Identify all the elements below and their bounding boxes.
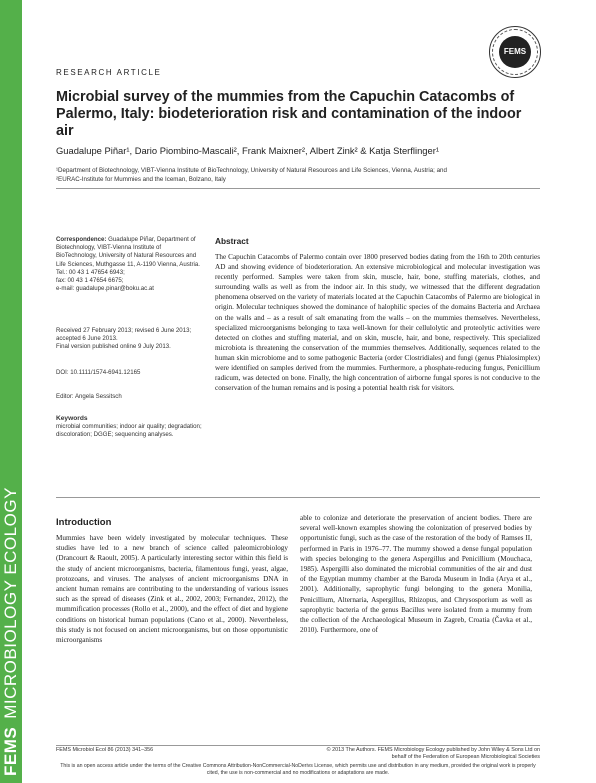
affiliations xyxy=(56,166,536,184)
copyright: © 2013 The Authors. FEMS Microbiology Ecology published by John Wiley & Sons Ltd on behalf of the Federation of European Microbiological Societies xyxy=(326,747,540,760)
history-block xyxy=(56,327,202,352)
divider xyxy=(56,497,540,498)
article-title: Microbial survey of the mummies from the Capuchin Catacombs of Palermo, Italy: biodeterioration risk and contamination of the indoor air xyxy=(56,89,522,139)
introduction-heading: Introduction xyxy=(56,517,112,528)
affiliation-1: ¹Department of Biotechnology, VIBT-Vienna Institute of BioTechnology, University of Natural Resources and Life Sciences, Vienna, Austria; and xyxy=(56,167,447,174)
author-list: Guadalupe Piñar¹, Dario Piombino-Mascali², Frank Maixner², Albert Zink² & Katja Sterflinger¹ xyxy=(56,145,439,156)
final-version: Final version published online 9 July 2013. xyxy=(56,343,171,351)
received-dates: Received 27 February 2013; revised 6 June 2013; accepted 6 June 2013. xyxy=(56,327,192,343)
affiliation-2: ²EURAC-Institute for Mummies and the Iceman, Bolzano, Italy xyxy=(56,176,226,183)
brand: FEMS xyxy=(1,726,20,776)
fax: fax: 00 43 1 47654 6675; xyxy=(56,277,124,285)
keywords-block xyxy=(56,415,202,440)
keywords: microbial communities; indoor air quality; degradation; discoloration; DGGE; sequencing analyses. xyxy=(56,423,202,439)
intro-column-right: able to colonize and deteriorate the preservation of ancient bodies. There are several well-known examples showing the colonization of preserved bodies by opportunistic fungi, such as the case of the restoration of the body of Ramses II, performed in Paris in 1976–77. The mummy showed a dense fungal population with species belonging to the genera Aspergillus and Penicillium (Mouchaca, 1985). Aspergilli also dominated the microbial communities of the air and dust of the Egyptian mummy chamber at the Baroda Museum in India (Arya et al., 2001). Additionally, saprophytic fungi belonging to the genera Monilia, Penicillium, Alternaria, Aspergillus, Rhizopus, and Chrysosporium as well as saprophytic bacteria of the genus Bacillus were isolated from a mummy from the collection of the Archaeological Museum in Zagreb, Croatia (Čavka et al., 2010). Furthermore, one of xyxy=(300,514,532,635)
email[interactable]: e-mail: guadalupe.pinar@boku.ac.at xyxy=(56,285,154,293)
journal-name xyxy=(0,470,22,776)
seal-center: FEMS xyxy=(499,36,531,68)
license-note: This is an open access article under the terms of the Creative Commons Attribution-NonCommercial-NoDerivs License, which permits use and distribution in any medium, provided the original work is properly cited, the use is non-commercial and no modifications or adaptations are made. xyxy=(60,763,536,776)
abstract-heading: Abstract xyxy=(215,236,249,246)
correspondence-block xyxy=(56,236,202,293)
section-label: RESEARCH ARTICLE xyxy=(56,68,162,77)
citation: FEMS Microbiol Ecol 86 (2013) 341–356 xyxy=(56,747,154,753)
telephone: Tel.: 00 43 1 47654 6943; xyxy=(56,268,125,276)
abstract-text: The Capuchin Catacombs of Palermo contain over 1800 preserved bodies dating from the 16th to 20th centuries AD and showing evidence of biodeterioration. An extensive microbiological and molecular investigation was recently performed. Samples were taken from skin, muscle, hair, bone, stuffing materials, clothes, and surrounding walls as well as from the indoor air. In this study, we witnessed that the different degradation phenomena observed on the variety of materials located at the Capuchin Catacombs of Palermo are biological in origin. Molecular techniques showed the dominance of halophilic species of the domains Bacteria and Archaea on the walls and – as a result of salt emanating from the walls – on the mummies themselves. Nevertheless, specialized microorganisms belonging to taxa well-known for their cellulolytic and proteolytic activities were detected on clothes and stuffing material, and on skin, muscle, hair, and bone, respectively. This specialized microbiota is threatening the conservation of the mummies themselves. Additionally, sequences related to the human skin microbiome and to some pathogenic Bacteria (order Clostridiales) and fungi (genus Phialosimplex) were identified on samples derived from the mummies. Furthermore, a phosphate-reducing fungus, Penicillium radicum, was detected on bone. Finally, the high concentration of airborne fungal spores is not conducive to the conservation of the human remains and is posing a potential health risk for visitors. xyxy=(215,253,540,393)
footer-divider xyxy=(56,745,540,746)
journal-sidebar xyxy=(0,0,22,783)
correspondence-label: Correspondence: xyxy=(56,236,107,243)
intro-column-left: Mummies have been widely investigated by molecular techniques. These studies have led to a new branch of science called paleomicrobiology (Drancourt & Raoult, 2005). A particularly interesting sector within this field is the study of ancient microorganisms, bacteria, filamentous fungi, yeast, algae, protozoans, and viruses. The analyses of ancient microorganisms DNA in ancient human remains are contributing to the understanding of various issues such as the spread of diseases (Zink et al., 2002, 2003; Fernandez, 2012), the mummification processes (Rollo et al., 2000), and the effect of diet and hygiene conditions on historical human populations (Cano et al., 2000). Nevertheless, this study is not focused on ancient microorganisms, but on those opportunistic microorganisms xyxy=(56,534,288,645)
correspondence-address: Guadalupe Piñar, Department of Biotechnology, VIBT-Vienna Institute of BioTechnology, University of Natural Resources and Life Sciences, Muthgasse 11, A-1190 Vienna, Austria. xyxy=(56,236,200,268)
keywords-label: Keywords xyxy=(56,415,88,422)
doi[interactable]: DOI: 10.1111/1574-6941.12165 xyxy=(56,369,141,376)
journal-title: MICROBIOLOGY ECOLOGY xyxy=(1,487,20,719)
fems-seal-logo xyxy=(489,26,541,78)
divider xyxy=(56,188,540,189)
editor: Editor: Angela Sessitsch xyxy=(56,393,122,400)
